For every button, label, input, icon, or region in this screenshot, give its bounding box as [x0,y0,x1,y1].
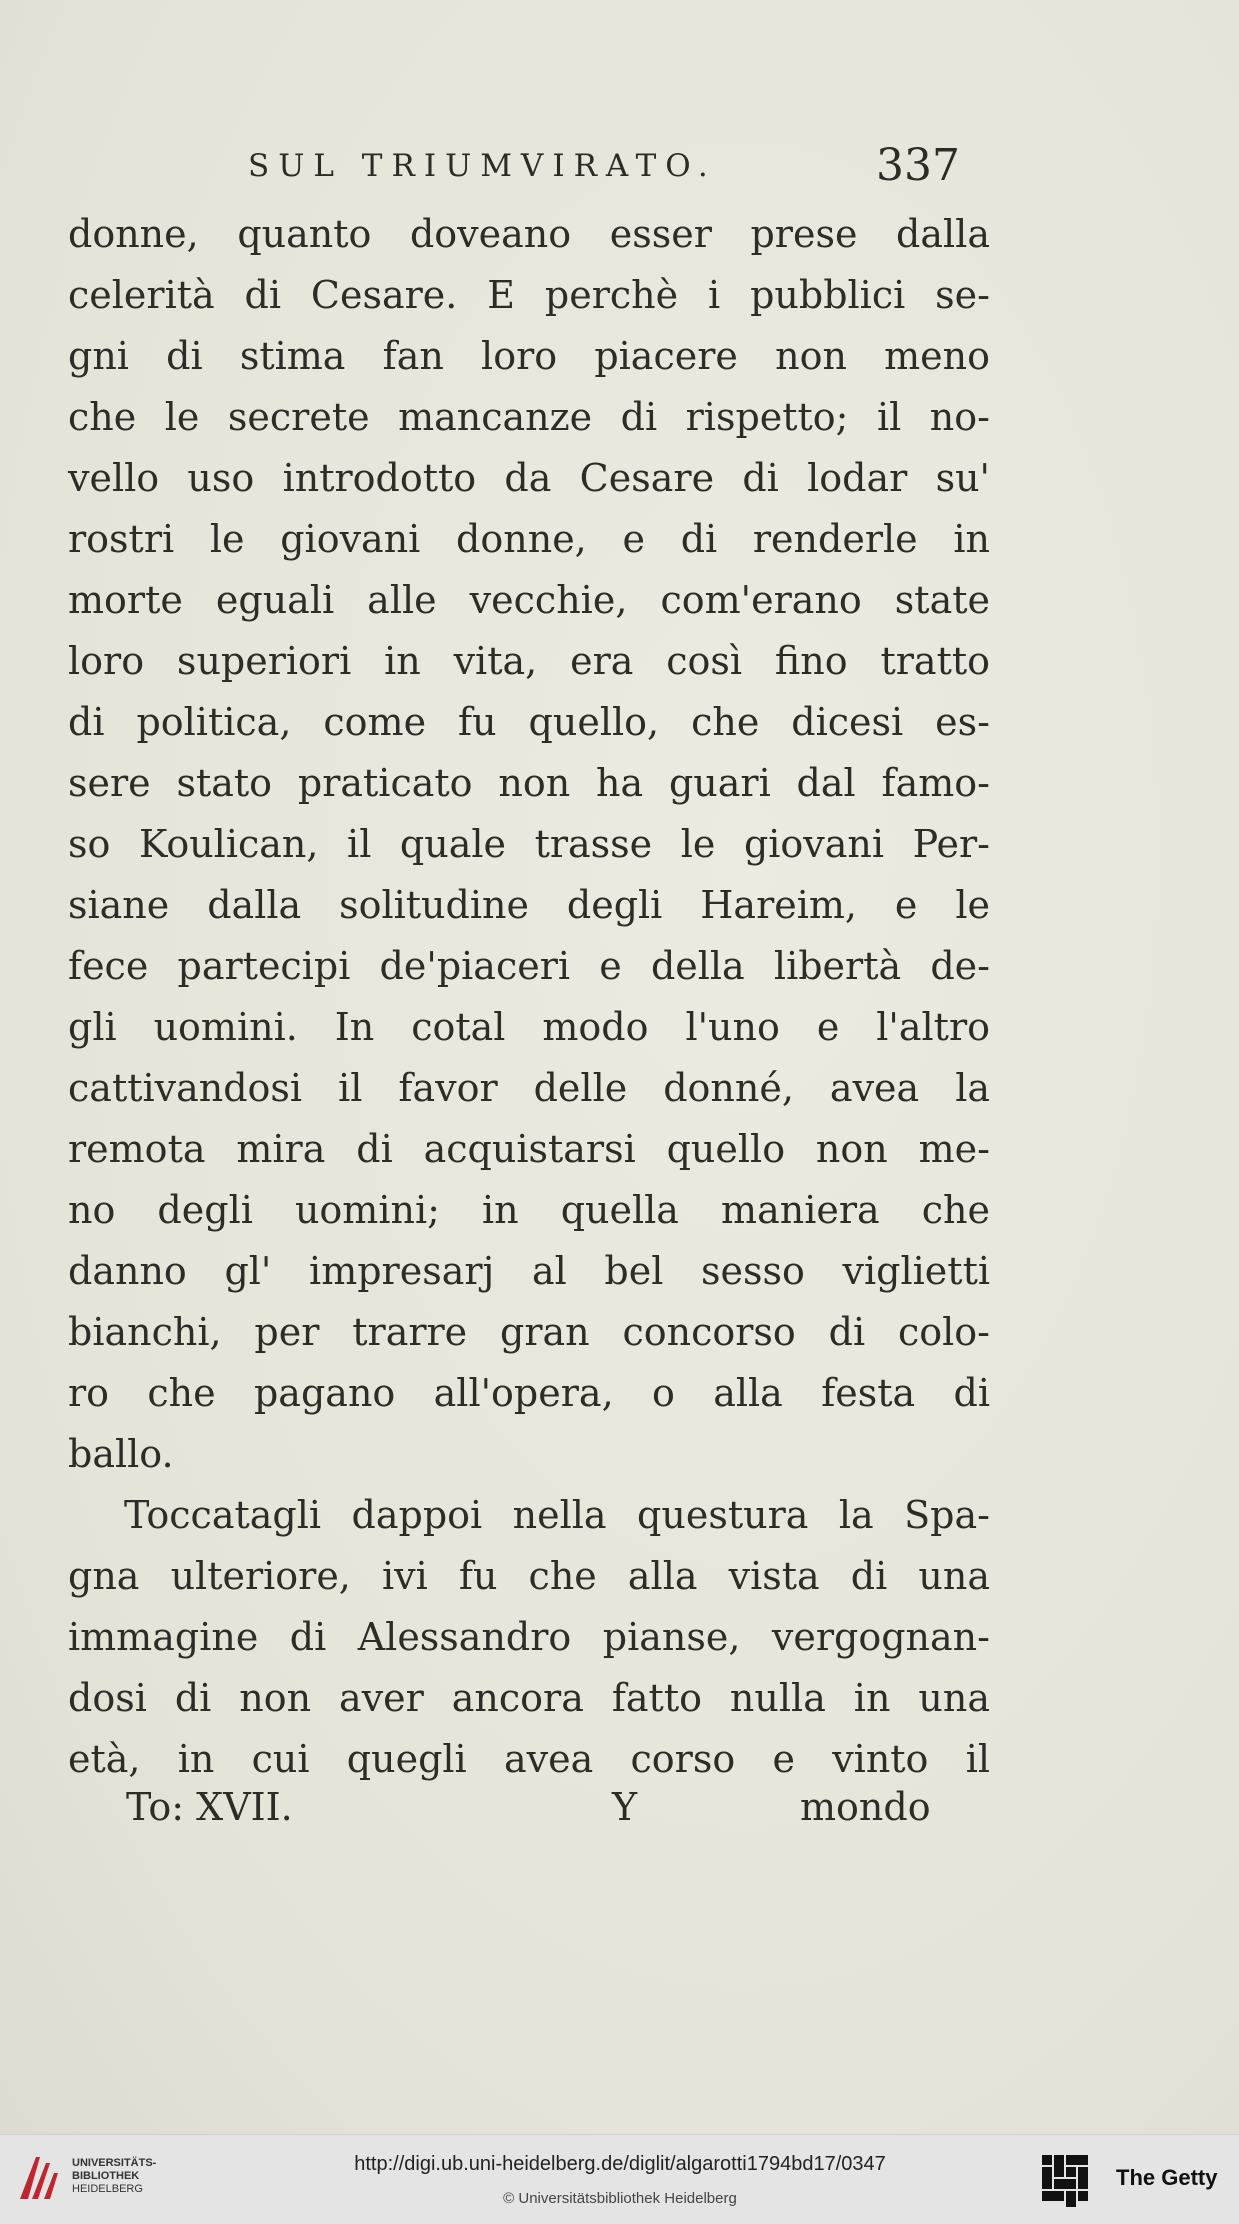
text-line: gni di stima fan loro piacere non meno [68,334,990,378]
text-line: siane dalla solitudine degli Hareim, e le [68,883,990,927]
catchword: mondo [800,1785,931,1829]
text-line: che le secrete mancanze di rispetto; il no- [68,395,990,439]
library-name-line: UNIVERSITÄTS- [72,2157,157,2169]
library-name-line: BIBLIOTHEK [72,2170,140,2182]
text-line: gna ulteriore, ivi fu che alla vista di una [68,1554,990,1598]
text-line: dosi di non aver ancora fatto nulla in una [68,1676,990,1720]
text-line: so Koulican, il quale trasse le giovani Per- [68,822,990,866]
getty-logo-icon[interactable] [1040,2153,1092,2209]
text-line: immagine di Alessandro pianse, vergognan- [68,1615,990,1659]
text-line: loro superiori in vita, era così fino tratto [68,639,990,683]
university-library-logo-icon[interactable] [14,2149,62,2209]
signature-mark: Y [612,1785,638,1829]
text-line: cattivandosi il favor delle donné, avea la [68,1066,990,1110]
text-line: fece partecipi de'piaceri e della libertà de- [68,944,990,988]
text-line: danno gl' impresarj al bel sesso viglietti [68,1249,990,1293]
text-line: bianchi, per trarre gran concorso di colo- [68,1310,990,1354]
getty-name: The Getty [1116,2165,1218,2190]
library-name-line: HEIDELBERG [72,2183,143,2195]
text-line: gli uomini. In cotal modo l'uno e l'altro [68,1005,990,1049]
text-line: donne, quanto doveano esser prese dalla [68,212,990,256]
text-line: ro che pagano all'opera, o alla festa di [68,1371,990,1415]
text-line: ballo. [68,1432,174,1476]
body-text [68,204,990,1790]
text-line: no degli uomini; in quella maniera che [68,1188,990,1232]
page-number: 337 [876,140,960,191]
text-line: rostri le giovani donne, e di renderle in [68,517,990,561]
text-line: celerità di Cesare. E perchè i pubblici se- [68,273,990,317]
viewer-footer-bar [0,2134,1239,2224]
copyright-notice: © Universitätsbibliothek Heidelberg [503,2190,737,2207]
text-line: sere stato praticato non ha guari dal famo- [68,761,990,805]
text-line: Toccatagli dappoi nella questura la Spa- [124,1493,990,1537]
text-line: età, in cui quegli avea corso e vinto il [68,1737,990,1781]
text-line: vello uso introdotto da Cesare di lodar su' [68,456,990,500]
text-line: remota mira di acquistarsi quello non me- [68,1127,990,1171]
page-footer [0,1785,1239,1845]
volume-signature: To: XVII. [126,1785,293,1829]
text-line: morte eguali alle vecchie, com'erano state [68,578,990,622]
library-name [72,2157,156,2196]
running-title: SUL TRIUMVIRATO. [248,148,717,184]
text-line: di politica, come fu quello, che dicesi es- [68,700,990,744]
permalink-url[interactable]: http://digi.ub.uni-heidelberg.de/diglit/algarotti1794bd17/0347 [354,2153,886,2175]
page-header [0,140,1239,208]
